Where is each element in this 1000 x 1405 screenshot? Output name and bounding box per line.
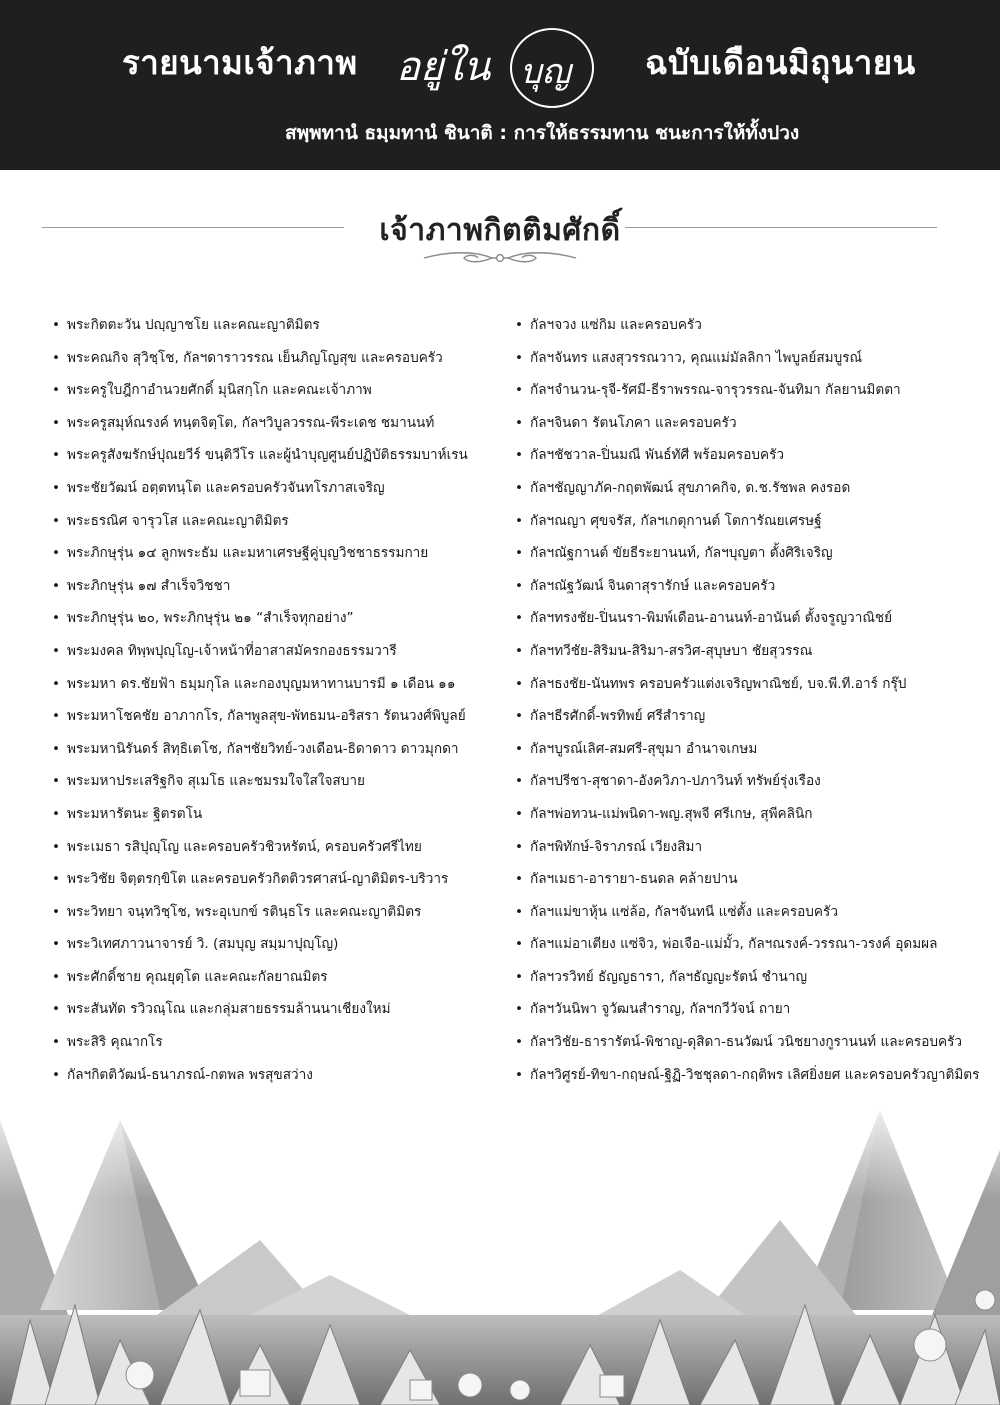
logo-script-text: อยู่ใน xyxy=(396,44,491,90)
bullet: • xyxy=(52,936,61,953)
bullet: • xyxy=(52,577,61,594)
list-item: • พระวิเทศภาวนาจารย์ วิ. (สมบุญ สมฺมาปุญฺโญ) xyxy=(52,928,507,961)
list-item: • กัลฯพิทักษ์-จิราภรณ์ เวียงสิมา xyxy=(515,831,995,864)
list-item: • พระภิกษุรุ่น ๑๗ สำเร็จวิชชา xyxy=(52,570,507,603)
bullet: • xyxy=(52,968,61,985)
list-item: • พระครูสังฆรักษ์ปุณยวีร์ ขนฺติวีโร และผู้นำบุญศูนย์ปฏิบัติธรรมบาห์เรน xyxy=(52,439,507,472)
bullet: • xyxy=(515,642,524,659)
list-item: • กัลฯวิชัย-ธารารัตน์-พิชาญ-ดุสิดา-ธนวัฒน์ วนิชยางกูรานนท์ และครอบครัว xyxy=(515,1026,995,1059)
list-item: • พระวิชัย จิตฺตรกฺขิโต และครอบครัวกิตติวรศาสน์-ญาติมิตร-บริวาร xyxy=(52,863,507,896)
list-item: • กัลฯวรวิทย์ ธัญญธารา, กัลฯธัญญะรัตน์ ชำนาญ xyxy=(515,961,995,994)
bullet: • xyxy=(52,479,61,496)
bullet: • xyxy=(515,479,524,496)
list-item: • พระภิกษุรุ่น ๒๐, พระภิกษุรุ่น ๒๑ “สำเร็จทุกอย่าง” xyxy=(52,602,507,635)
list-item: • พระชัยวัฒน์ อตฺตทนฺโต และครอบครัวจันทโรภาสเจริญ xyxy=(52,472,507,505)
magazine-logo xyxy=(392,20,622,110)
header-banner xyxy=(0,0,1000,170)
list-item: • พระสิริ คุณากโร xyxy=(52,1026,507,1059)
bullet: • xyxy=(52,838,61,855)
bullet: • xyxy=(515,805,524,822)
bullet: • xyxy=(52,740,61,757)
header-title-right: ฉบับเดือนมิถุนายน xyxy=(645,43,916,82)
bullet: • xyxy=(515,968,524,985)
list-item: • พระธรณิศ จารุวโส และคณะญาติมิตร xyxy=(52,505,507,538)
list-item: • กัลฯณัฐวัฒน์ จินดาสุรารักษ์ และครอบครัว xyxy=(515,570,995,603)
bullet: • xyxy=(515,708,524,725)
title-rule-right xyxy=(625,227,937,228)
list-item: • พระมงคล ทิพฺพปุญฺโญ-เจ้าหน้าที่อาสาสมัครกองธรรมวารี xyxy=(52,635,507,668)
list-item: • กัลฯณัฐกานต์ ขัยธีระยานนท์, กัลฯบุญตา ตั้งศิริเจริญ xyxy=(515,537,995,570)
bullet: • xyxy=(52,773,61,790)
bullet: • xyxy=(515,512,524,529)
bullet: • xyxy=(515,349,524,366)
donor-list-right xyxy=(515,309,995,1091)
list-item: • กัลฯวิศูรย์-ทิขา-กฤษณ์-ฐิฏิ-วิชชุลดา-กฤติพร เลิศยิ่งยศ และครอบครัวญาติมิตร xyxy=(515,1059,995,1092)
list-item: • พระมหาโชคชัย อาภากโร, กัลฯพูลสุข-พัทธมน-อริสรา รัตนวงศ์พิบูลย์ xyxy=(52,700,507,733)
bullet: • xyxy=(52,1034,61,1051)
bullet: • xyxy=(515,1066,524,1083)
list-item: • กัลฯจินดา รัตนโภคา และครอบครัว xyxy=(515,407,995,440)
bullet: • xyxy=(515,871,524,888)
flourish-ornament-icon xyxy=(420,249,580,267)
list-item: • กัลฯจำนวน-รุจี-รัศมี-ธีราพรรณ-จารุวรรณ-จันทิมา กัลยานมิตตา xyxy=(515,374,995,407)
list-item: • พระมหาประเสริฐกิจ สุเมโธ และชมรมใจใสใจสบาย xyxy=(52,765,507,798)
list-item: • กัลฯธงชัย-นันทพร ครอบครัวแต่งเจริญพาณิชย์, บจ.พี.ที.อาร์ กรุ๊ป xyxy=(515,668,995,701)
bullet: • xyxy=(52,871,61,888)
list-item: • พระสันทัด รวิวณฺโณ และกลุ่มสายธรรมล้านนาเชียงใหม่ xyxy=(52,993,507,1026)
list-item: • กัลฯทวีชัย-สิริมน-สิริมา-สรวิศ-สุบุษบา ชัยสุวรรณ xyxy=(515,635,995,668)
header-title-left: รายนามเจ้าภาพ xyxy=(122,43,358,82)
bullet: • xyxy=(515,610,524,627)
bullet: • xyxy=(52,1066,61,1083)
list-item: • กัลฯกิตติวัฒน์-ธนาภรณ์-กตพล พรสุขสว่าง xyxy=(52,1059,507,1092)
list-item: • กัลฯเมธา-อารายา-ธนดล คล้ายปาน xyxy=(515,863,995,896)
bullet: • xyxy=(52,1001,61,1018)
bullet: • xyxy=(515,317,524,333)
bullet: • xyxy=(52,349,61,366)
bullet: • xyxy=(52,642,61,659)
list-item: • กัลฯพ่อทวน-แม่พนิดา-พญ.สุพจี ศรีเกษ, สุพีคลินิก xyxy=(515,798,995,831)
list-item: • กัลฯชัญญาภัค-กฤตพัฒน์ สุขภาคกิจ, ด.ช.รัชพล คงรอด xyxy=(515,472,995,505)
bullet: • xyxy=(515,447,524,464)
list-item: • พระมหา ดร.ชัยฟ้า ธมฺมกุโล และกองบุญมหาทานบารมี ๑ เดือน ๑๑ xyxy=(52,668,507,701)
bullet: • xyxy=(515,903,524,920)
list-item: • พระกิตตะวัน ปญฺญาชโย และคณะญาติมิตร xyxy=(52,309,507,342)
section-title: เจ้าภาพกิตติมศักดิ์ xyxy=(379,213,621,248)
bullet: • xyxy=(52,382,61,399)
list-item: • กัลฯแม่ขาหุ้น แซ่ล้อ, กัลฯจันทนี แซ่ตั้ง และครอบครัว xyxy=(515,896,995,929)
bullet: • xyxy=(515,936,524,953)
list-item: • พระเมธา รสิปุญฺโญ และครอบครัวชิวหรัตน์, ครอบครัวศรีไทย xyxy=(52,831,507,864)
list-item: • กัลฯชัชวาล-ปิ่นมณี พันธ์ทัศี พร้อมครอบครัว xyxy=(515,439,995,472)
list-item: • กัลฯจวง แซ่กิม และครอบครัว xyxy=(515,309,995,342)
header-subtitle: สพฺพทานํ ธมฺมทานํ ชินาติ : การให้ธรรมทาน ชนะการให้ทั้งปวง xyxy=(285,122,800,144)
bullet: • xyxy=(52,675,61,692)
bullet: • xyxy=(52,708,61,725)
bullet: • xyxy=(515,1001,524,1018)
list-item: • พระภิกษุรุ่น ๑๔ ลูกพระธัม และมหาเศรษฐีคู่บุญวิชชาธรรมกาย xyxy=(52,537,507,570)
list-item: • พระมหารัตนะ ฐิตรตโน xyxy=(52,798,507,831)
list-item: • กัลฯณญา ศุขจรัส, กัลฯเกตุกานต์ โตการัณยเศรษฐ์ xyxy=(515,505,995,538)
list-item: • กัลฯวันนิพา จูวัฒนสำราญ, กัลฯกวีวัจน์ ถายา xyxy=(515,993,995,1026)
bullet: • xyxy=(515,577,524,594)
list-item: • กัลฯจันทร แสงสุวรรณวาว, คุณแม่มัลลิกา ไพบูลย์สมบูรณ์ xyxy=(515,342,995,375)
bullet: • xyxy=(515,838,524,855)
bullet: • xyxy=(52,903,61,920)
list-item: • พระศักดิ์ชาย คุณยุตฺโต และคณะกัลยาณมิตร xyxy=(52,961,507,994)
bullet: • xyxy=(515,1034,524,1051)
list-item: • กัลฯทรงชัย-ปิ่นนรา-พิมพ์เดือน-อานนท์-อานันต์ ตั้งจรูญวาณิชย์ xyxy=(515,602,995,635)
bullet: • xyxy=(515,740,524,757)
list-item: • กัลฯแม่อาเตียง แซ่จิว, พ่อเจือ-แม่มั้ว, กัลฯณรงค์-วรรณา-วรงค์ อุดมผล xyxy=(515,928,995,961)
list-item: • พระมหานิรันดร์ สิทฺธิเตโช, กัลฯชัยวิทย์-วงเดือน-ธิดาดาว ดาวมุกดา xyxy=(52,733,507,766)
bullet: • xyxy=(515,545,524,562)
bullet: • xyxy=(515,414,524,431)
list-item: • พระครูสมุห์ณรงค์ ทนฺตจิตฺโต, กัลฯวิบูลวรรณ-พีระเดช ชมานนท์ xyxy=(52,407,507,440)
list-item: • พระคณกิจ สุวิชฺโช, กัลฯดาราวรรณ เย็นภิญโญสุข และครอบครัว xyxy=(52,342,507,375)
list-item: • กัลฯปรีชา-สุชาดา-อังควิภา-ปภาวินท์ ทรัพย์รุ่งเรือง xyxy=(515,765,995,798)
list-item: • พระครูใบฎีกาอำนวยศักดิ์ มุนิสกฺโก และคณะเจ้าภาพ xyxy=(52,374,507,407)
crystal-pyramid-scene xyxy=(0,1090,1000,1405)
donor-list-left xyxy=(52,309,507,1091)
list-item: • กัลฯบูรณ์เลิศ-สมศรี-สุขุมา อำนาจเกษม xyxy=(515,733,995,766)
bullet: • xyxy=(515,773,524,790)
bullet: • xyxy=(52,610,61,627)
logo-ring-text: บุญ xyxy=(520,52,571,92)
bullet: • xyxy=(515,382,524,399)
bullet: • xyxy=(52,447,61,464)
bullet: • xyxy=(515,675,524,692)
bullet: • xyxy=(52,414,61,431)
bullet: • xyxy=(52,805,61,822)
bullet: • xyxy=(52,545,61,562)
bullet: • xyxy=(52,317,61,333)
bullet: • xyxy=(52,512,61,529)
list-item: • พระวิทยา จนฺทวิชฺโช, พระอุเบกข์ รตินฺธโร และคณะญาติมิตร xyxy=(52,896,507,929)
list-item: • กัลฯธีรศักดิ์-พรทิพย์ ศรีสำราญ xyxy=(515,700,995,733)
